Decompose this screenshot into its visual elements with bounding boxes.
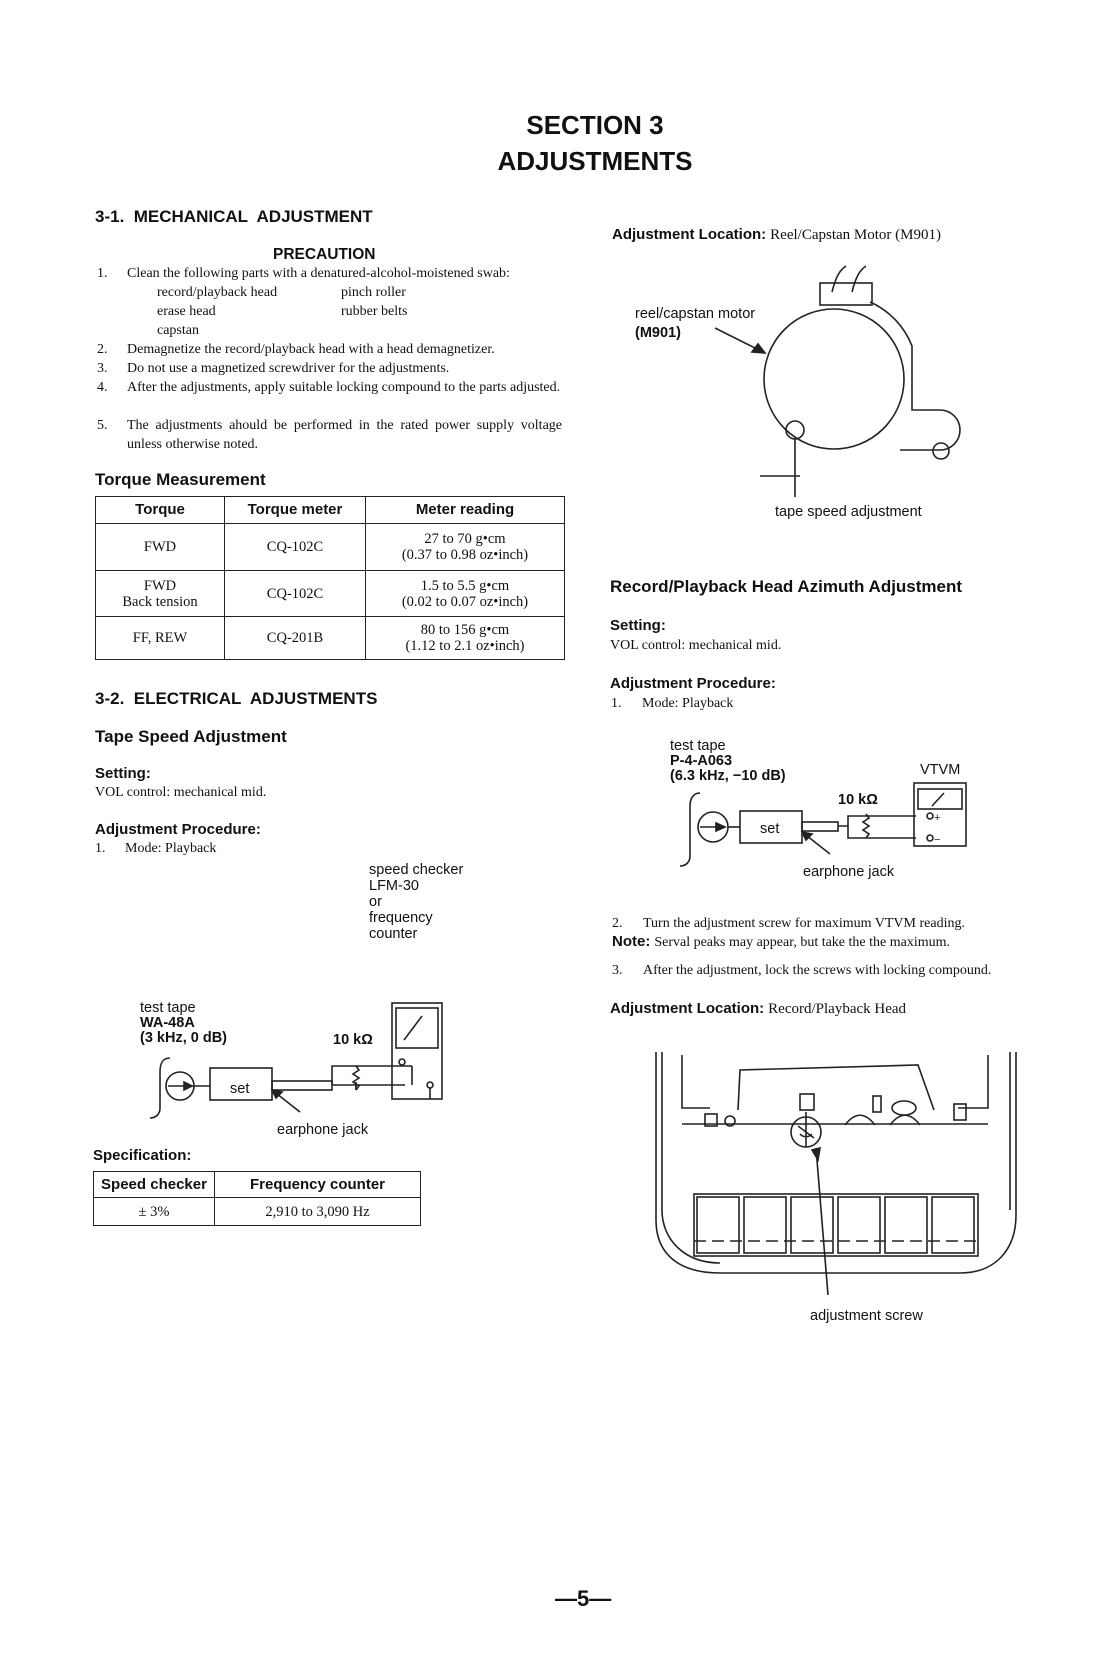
page-number: —5— bbox=[555, 1586, 612, 1611]
step-text: Mode: Playback bbox=[125, 841, 217, 856]
step3-num: 3. bbox=[612, 963, 623, 978]
spec-label: Specification: bbox=[93, 1147, 192, 1164]
location-label: Adjustment Location: bbox=[610, 1000, 765, 1017]
cassette-left bbox=[682, 1055, 710, 1108]
earphone-jack-label: earphone jack bbox=[277, 1122, 369, 1138]
step-num: 1. bbox=[95, 841, 106, 856]
torque-cell: FWD bbox=[143, 539, 177, 555]
reading-ozinch: (0.02 to 0.07 oz•inch) bbox=[401, 593, 529, 610]
precaution-text-2: Demagnetize the record/playback head with a head demagnetizer. bbox=[127, 342, 495, 357]
torque-heading: Torque Measurement bbox=[95, 470, 266, 489]
meter-cell: CQ-102C bbox=[225, 524, 366, 571]
section-number: SECTION 3 bbox=[526, 110, 664, 140]
location-label: Adjustment Location: bbox=[612, 226, 767, 243]
earphone-jack-label: earphone jack bbox=[803, 864, 895, 880]
p4a063-label: P-4-A063 bbox=[670, 753, 733, 769]
head-assembly bbox=[738, 1065, 934, 1110]
precaution-text-5: The adjustments ahould be performed in the rated power supply voltage unless otherwise noted. bbox=[127, 418, 562, 452]
location-value: Record/Playback Head bbox=[768, 1001, 907, 1017]
deck-outline bbox=[656, 1052, 1016, 1273]
reading-gcm: 80 to 156 g•cm bbox=[420, 622, 510, 638]
precaution-text-1: Clean the following parts with a denatured-alcohol-moistened swab: bbox=[127, 266, 510, 281]
test-tape-label: test tape bbox=[670, 738, 726, 754]
motor-label: reel/capstan motor bbox=[635, 306, 756, 322]
tape-speed-heading: Tape Speed Adjustment bbox=[95, 727, 287, 746]
torque-header-meter: Torque meter bbox=[225, 497, 366, 524]
svg-text:−: − bbox=[934, 834, 941, 846]
spec-header-speed: Speed checker bbox=[94, 1172, 215, 1198]
precaution-text-3: Do not use a magnetized screwdriver for the adjustments. bbox=[127, 361, 450, 376]
precaution-num-4: 4. bbox=[97, 380, 108, 395]
buttons bbox=[697, 1197, 974, 1253]
torque-header-reading: Meter reading bbox=[366, 497, 565, 524]
precaution-text-4: After the adjustments, apply suitable locking compound to the parts adjusted. bbox=[127, 380, 561, 395]
or-label: or bbox=[369, 894, 382, 910]
step2-num: 2. bbox=[612, 916, 623, 931]
step-num: 1. bbox=[611, 696, 622, 711]
meter-cell: CQ-102C bbox=[225, 571, 366, 617]
setting-text: VOL control: mechanical mid. bbox=[95, 785, 267, 800]
setting-text: VOL control: mechanical mid. bbox=[610, 638, 782, 653]
torque-header-torque: Torque bbox=[96, 497, 225, 524]
resistor-label: 10 kΩ bbox=[838, 792, 878, 808]
frequency-label: frequency bbox=[369, 910, 433, 926]
part-erase-head: erase head bbox=[157, 304, 216, 319]
part-pinch-roller: pinch roller bbox=[341, 285, 406, 300]
precaution-num-2: 2. bbox=[97, 342, 108, 357]
setting-label: Setting: bbox=[610, 617, 666, 634]
torque-cell: FWD bbox=[143, 577, 177, 594]
resistor-label: 10 kΩ bbox=[333, 1032, 373, 1048]
procedure-label: Adjustment Procedure: bbox=[610, 675, 776, 692]
meter-cell: CQ-201B bbox=[225, 617, 366, 660]
note-text: Serval peaks may appear, but take the the maximum. bbox=[654, 935, 951, 950]
reading-gcm: 27 to 70 g•cm bbox=[424, 531, 506, 547]
tape-speed-adjustment-label: tape speed adjustment bbox=[775, 504, 922, 520]
step3-text: After the adjustment, lock the screws with locking compound. bbox=[643, 963, 992, 978]
reading-ozinch: (0.37 to 0.98 oz•inch) bbox=[401, 547, 529, 563]
torque-cell-sub: Back tension bbox=[122, 593, 198, 610]
mechanical-heading: 3-1. MECHANICAL ADJUSTMENT bbox=[95, 207, 373, 226]
set-label: set bbox=[760, 821, 780, 837]
motor-id-label: (M901) bbox=[635, 325, 681, 341]
svg-text:+: + bbox=[934, 812, 941, 824]
test-tape-label: test tape bbox=[140, 1000, 196, 1016]
precaution-title: PRECAUTION bbox=[273, 246, 376, 263]
procedure-label: Adjustment Procedure: bbox=[95, 821, 261, 838]
step-text: Mode: Playback bbox=[642, 696, 734, 711]
precaution-num-3: 3. bbox=[97, 361, 108, 376]
counter-label: counter bbox=[369, 926, 418, 942]
note-label: Note: bbox=[612, 933, 651, 950]
page-title: ADJUSTMENTS bbox=[497, 146, 693, 176]
set-label: set bbox=[230, 1081, 250, 1097]
adjustment-screw-label: adjustment screw bbox=[810, 1308, 923, 1324]
vtvm-label: VTVM bbox=[920, 762, 961, 778]
setting-label: Setting: bbox=[95, 765, 151, 782]
speed-checker-label: speed checker bbox=[369, 862, 464, 878]
lfm30-label: LFM-30 bbox=[369, 878, 419, 894]
electrical-heading: 3-2. ELECTRICAL ADJUSTMENTS bbox=[95, 689, 378, 708]
precaution-num-5: 5. bbox=[97, 418, 108, 433]
precaution-num-1: 1. bbox=[97, 266, 108, 281]
tape-spec-label: (6.3 kHz, −10 dB) bbox=[670, 768, 786, 784]
location-value: Reel/Capstan Motor (M901) bbox=[770, 227, 941, 243]
part-rubber-belts: rubber belts bbox=[341, 304, 408, 319]
azimuth-heading: Record/Playback Head Azimuth Adjustment bbox=[610, 577, 963, 596]
spec-speed-value: ± 3% bbox=[94, 1198, 215, 1226]
torque-cell: FF, REW bbox=[132, 630, 188, 646]
reading-ozinch: (1.12 to 2.1 oz•inch) bbox=[405, 638, 525, 654]
wa48a-label: WA-48A bbox=[140, 1015, 195, 1031]
button-row bbox=[694, 1194, 978, 1256]
reading-gcm: 1.5 to 5.5 g•cm bbox=[420, 577, 510, 594]
head-icon bbox=[800, 1094, 814, 1110]
spec-header-freq: Frequency counter bbox=[215, 1172, 421, 1198]
part-record-playback-head: record/playback head bbox=[157, 285, 278, 300]
step2-text: Turn the adjustment screw for maximum VTVM reading. bbox=[643, 916, 965, 931]
spec-freq-value: 2,910 to 3,090 Hz bbox=[215, 1198, 421, 1226]
part-capstan: capstan bbox=[157, 323, 199, 338]
tape-spec-label: (3 kHz, 0 dB) bbox=[140, 1030, 228, 1046]
